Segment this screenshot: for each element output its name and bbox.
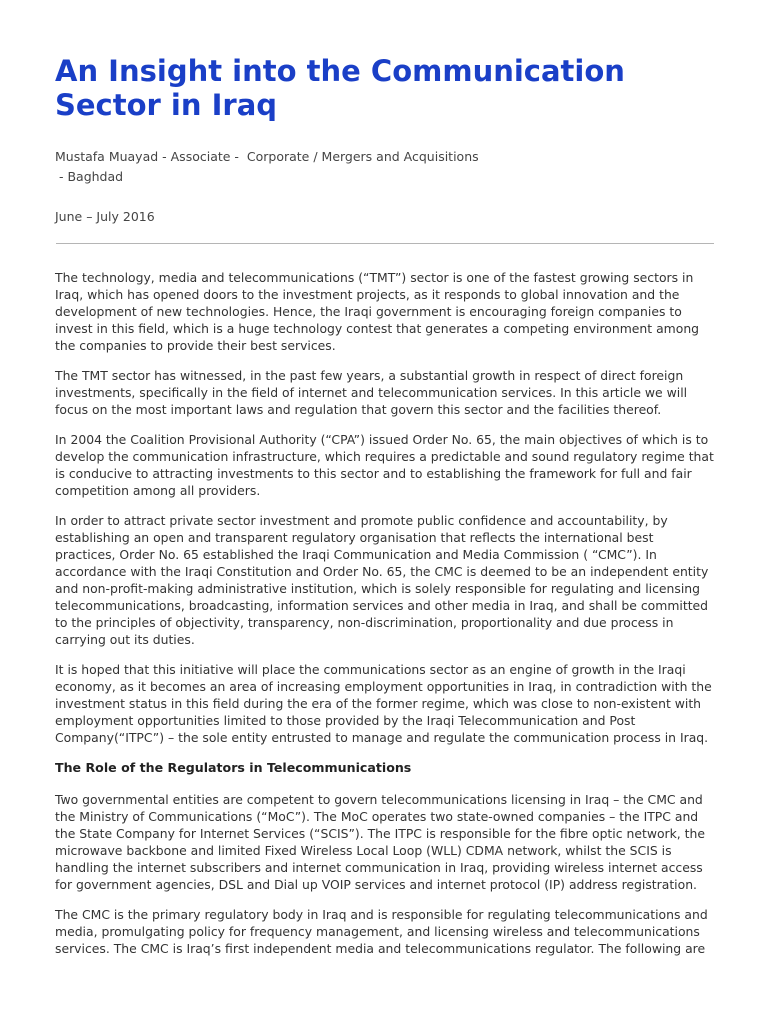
section-paragraph-1: Two governmental entities are competent to govern telecommunications licensing in Iraq – the CMC and the Ministry of Communications (“MoC”). The MoC operates two state-owned companies – the ITPC and the State Company for Internet Services (“SCIS”). The ITPC is responsible for the fibre optic network, the microwave backbone and limited Fixed Wireless Local Loop (WLL) CDMA network, whilst the SCIS is handling the internet subscribers and internet communication in Iraq, providing wireless internet access for government agencies, DSL and Dial up VOIP services and internet protocol (IP) address registration. bbox=[55, 792, 706, 892]
author-line-2: - Baghdad bbox=[55, 169, 124, 184]
article-title: An Insight into the Communication Sector in Iraq bbox=[55, 54, 625, 122]
article bbox=[55, 54, 715, 970]
paragraph-2: The TMT sector has witnessed, in the past few years, a substantial growth in respect of direct foreign investments, specifically in the field of internet and telecommunication services. In this article we will focus on the most important laws and regulation that govern this sector and the facilities thereof. bbox=[55, 368, 688, 417]
section-paragraph-2: The CMC is the primary regulatory body in Iraq and is responsible for regulating telecommunications and media, promulgating policy for frequency management, and licensing wireless and telecommunications services. The CMC is Iraq’s first independent media and telecommunications regulator. The following are bbox=[55, 907, 708, 956]
paragraph-1: The technology, media and telecommunications (“TMT”) sector is one of the fastest growing sectors in Iraq, which has opened doors to the investment projects, as it responds to global innovation and the development of new technologies. Hence, the Iraqi government is encouraging foreign companies to invest in this field, which is a huge technology contest that generates a competing environment among the companies to provide their best services. bbox=[55, 270, 700, 353]
article-body bbox=[55, 269, 715, 957]
paragraph-3: In 2004 the Coalition Provisional Authority (“CPA”) issued Order No. 65, the main objectives of which is to develop the communication infrastructure, which requires a predictable and sound regulatory regime that is conducive to attracting investments to this sector and to establishing the framework for full and fair competition among all providers. bbox=[55, 432, 714, 498]
author-byline bbox=[55, 147, 715, 187]
paragraph-4: In order to attract private sector investment and promote public confidence and accountability, by establishing an open and transparent regulatory organisation that reflects the international best practices, Order No. 65 established the Iraqi Communication and Media Commission ( “CMC”). In accordance with the Iraqi Constitution and Order No. 65, the CMC is deemed to be an independent entity and non-profit-making administrative institution, which is solely responsible for regulating and licensing telecommunications, broadcasting, information services and other media in Iraq, and shall be committed to the principles of objectivity, transparency, non-discrimination, proportionality and due process in carrying out its duties. bbox=[55, 513, 709, 647]
author-line-1: Mustafa Muayad - Associate - Corporate / Mergers and Acquisitions bbox=[55, 149, 479, 164]
publication-date: June – July 2016 bbox=[55, 209, 155, 224]
paragraph-5: It is hoped that this initiative will place the communications sector as an engine of growth in the Iraqi economy, as it becomes an area of increasing employment opportunities in Iraq, in contradiction with the investment status in this field during the era of the former regime, which was close to non-existent with employment opportunities limited to those provided by the Iraqi Telecommunication and Post Company(“ITPC”) – the sole entity entrusted to manage and regulate the communication process in Iraq. bbox=[55, 662, 712, 745]
section-heading: The Role of the Regulators in Telecommunications bbox=[55, 760, 412, 775]
header-divider bbox=[56, 243, 714, 244]
